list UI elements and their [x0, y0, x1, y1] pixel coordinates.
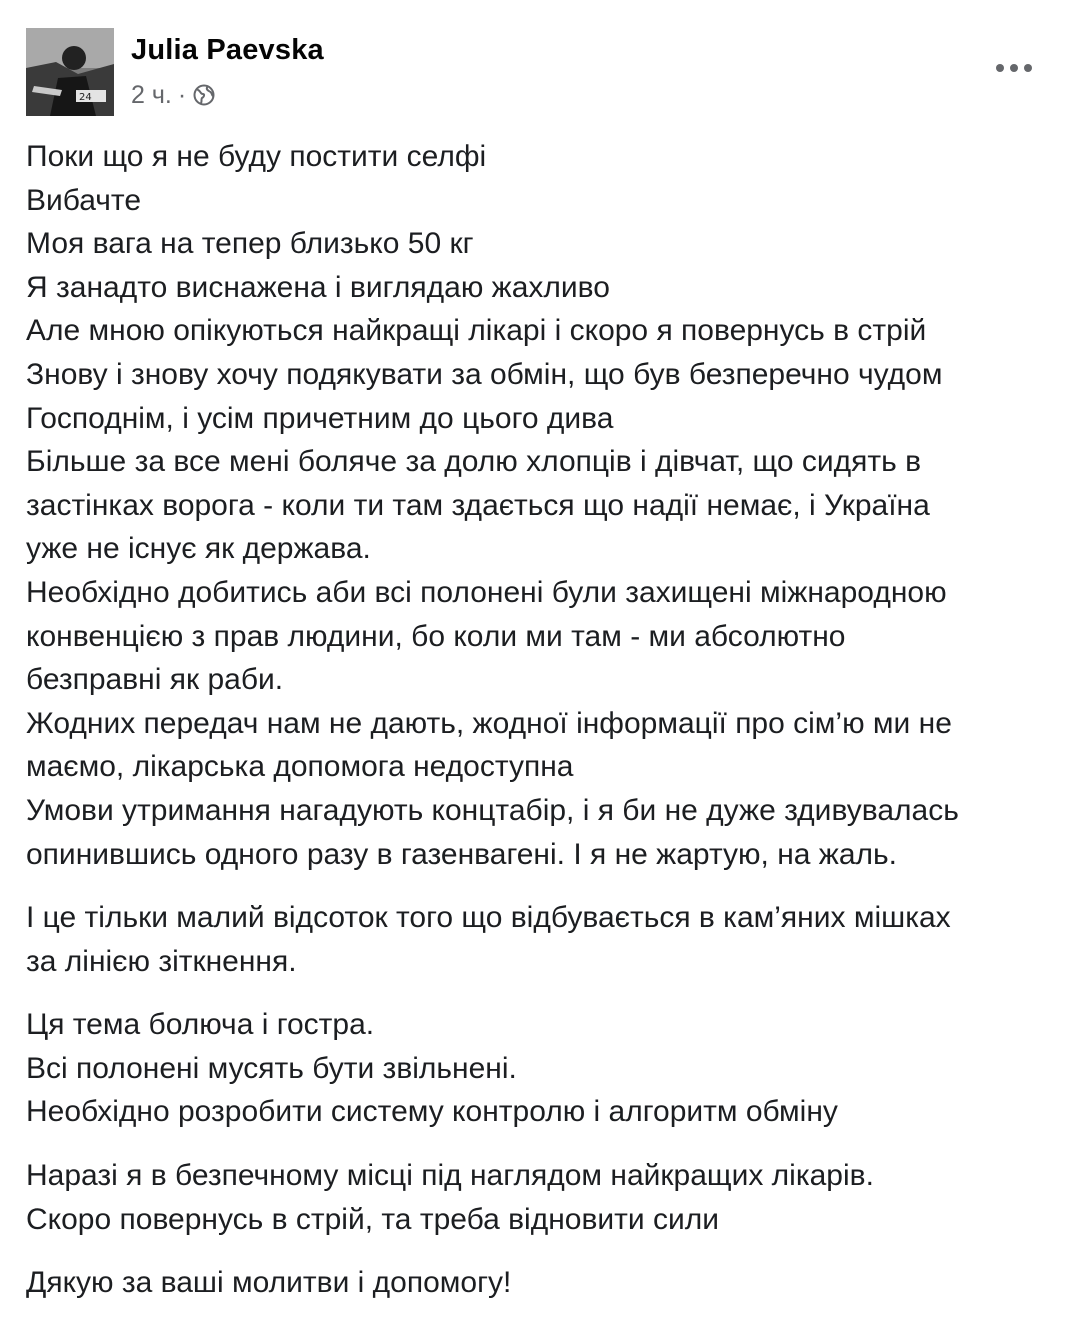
post-text-line: опинившись одного разу в газенвагені. І я не жартую, на жаль. [26, 837, 898, 871]
globe-icon[interactable] [192, 83, 216, 107]
post-text-line: Необхідно розробити систему контролю і алгоритм обміну [26, 1095, 838, 1129]
post-paragraph [26, 135, 1046, 876]
post-text-line: Поки що я не буду постити селфі [26, 140, 487, 173]
post-text-line: безправні як раби. [26, 663, 284, 697]
post-text-line: Знову і знову хочу подякувати за обмін, що був безперечно чудом [26, 357, 943, 391]
post-text-line: за лінією зіткнення. [26, 944, 297, 978]
post-header [26, 28, 1042, 118]
more-options-icon [994, 63, 1034, 73]
post-paragraph [26, 1003, 1046, 1134]
more-options-button[interactable] [990, 50, 1038, 86]
post-text-line: уже не існує як держава. [26, 532, 371, 566]
post-text-line: Я занадто виснажена і виглядаю жахливо [26, 270, 610, 304]
post-text-line: Вибачте [26, 183, 142, 217]
post-text-line: маємо, лікарська допомога недоступна [26, 750, 574, 784]
post-text-line: Дякую за ваші молитви і допомогу! [26, 1266, 512, 1300]
post-text-line: застінках ворога - коли ти там здається що надії немає, і Україна [26, 488, 930, 522]
post-meta [131, 78, 216, 112]
author-name[interactable]: Julia Paevska [131, 34, 324, 66]
post-text-line: Всі полонені мусять бути звільнені. [26, 1051, 517, 1085]
avatar-image [26, 28, 114, 116]
post-text-line: Скоро повернусь в стрій, та треба відновити сили [26, 1202, 720, 1236]
post-text-line: конвенцією з прав людини, бо коли ми там - ми абсолютно [26, 619, 846, 653]
meta-separator: · [177, 80, 187, 109]
post-text [26, 135, 1046, 1325]
post-text-line: Умови утримання нагадують концтабір, і я би не дуже здивувалась [26, 793, 959, 827]
author-avatar[interactable] [26, 28, 114, 116]
post-text-line: І це тільки малий відсоток того що відбувається в кам’яних мішках [26, 901, 951, 935]
post-text-line: Ця тема болюча і гостра. [26, 1008, 375, 1042]
post-timestamp[interactable]: 2 ч. [131, 80, 172, 109]
post-text-line: Необхідно добитись аби всі полонені були захищені міжнародною [26, 575, 947, 609]
post-text-line: Наразі я в безпечному місці під наглядом найкращих лікарів. [26, 1159, 874, 1193]
avatar-number: 24 [79, 92, 92, 103]
post-text-line: Але мною опікуються найкращі лікарі і скоро я повернусь в стрій [26, 314, 927, 348]
post-text-line: Господнім, і усім причетним до цього дива [26, 401, 614, 435]
post-paragraph [26, 896, 1046, 983]
post-paragraph [26, 1261, 1046, 1305]
post-paragraph [26, 1154, 1046, 1241]
post-text-line: Жодних передач нам не дають, жодної інформації про сім’ю ми не [26, 706, 952, 740]
post-text-line: Моя вага на тепер близько 50 кг [26, 227, 474, 261]
post-text-line: Більше за все мені боляче за долю хлопців і дівчат, що сидять в [26, 445, 922, 479]
